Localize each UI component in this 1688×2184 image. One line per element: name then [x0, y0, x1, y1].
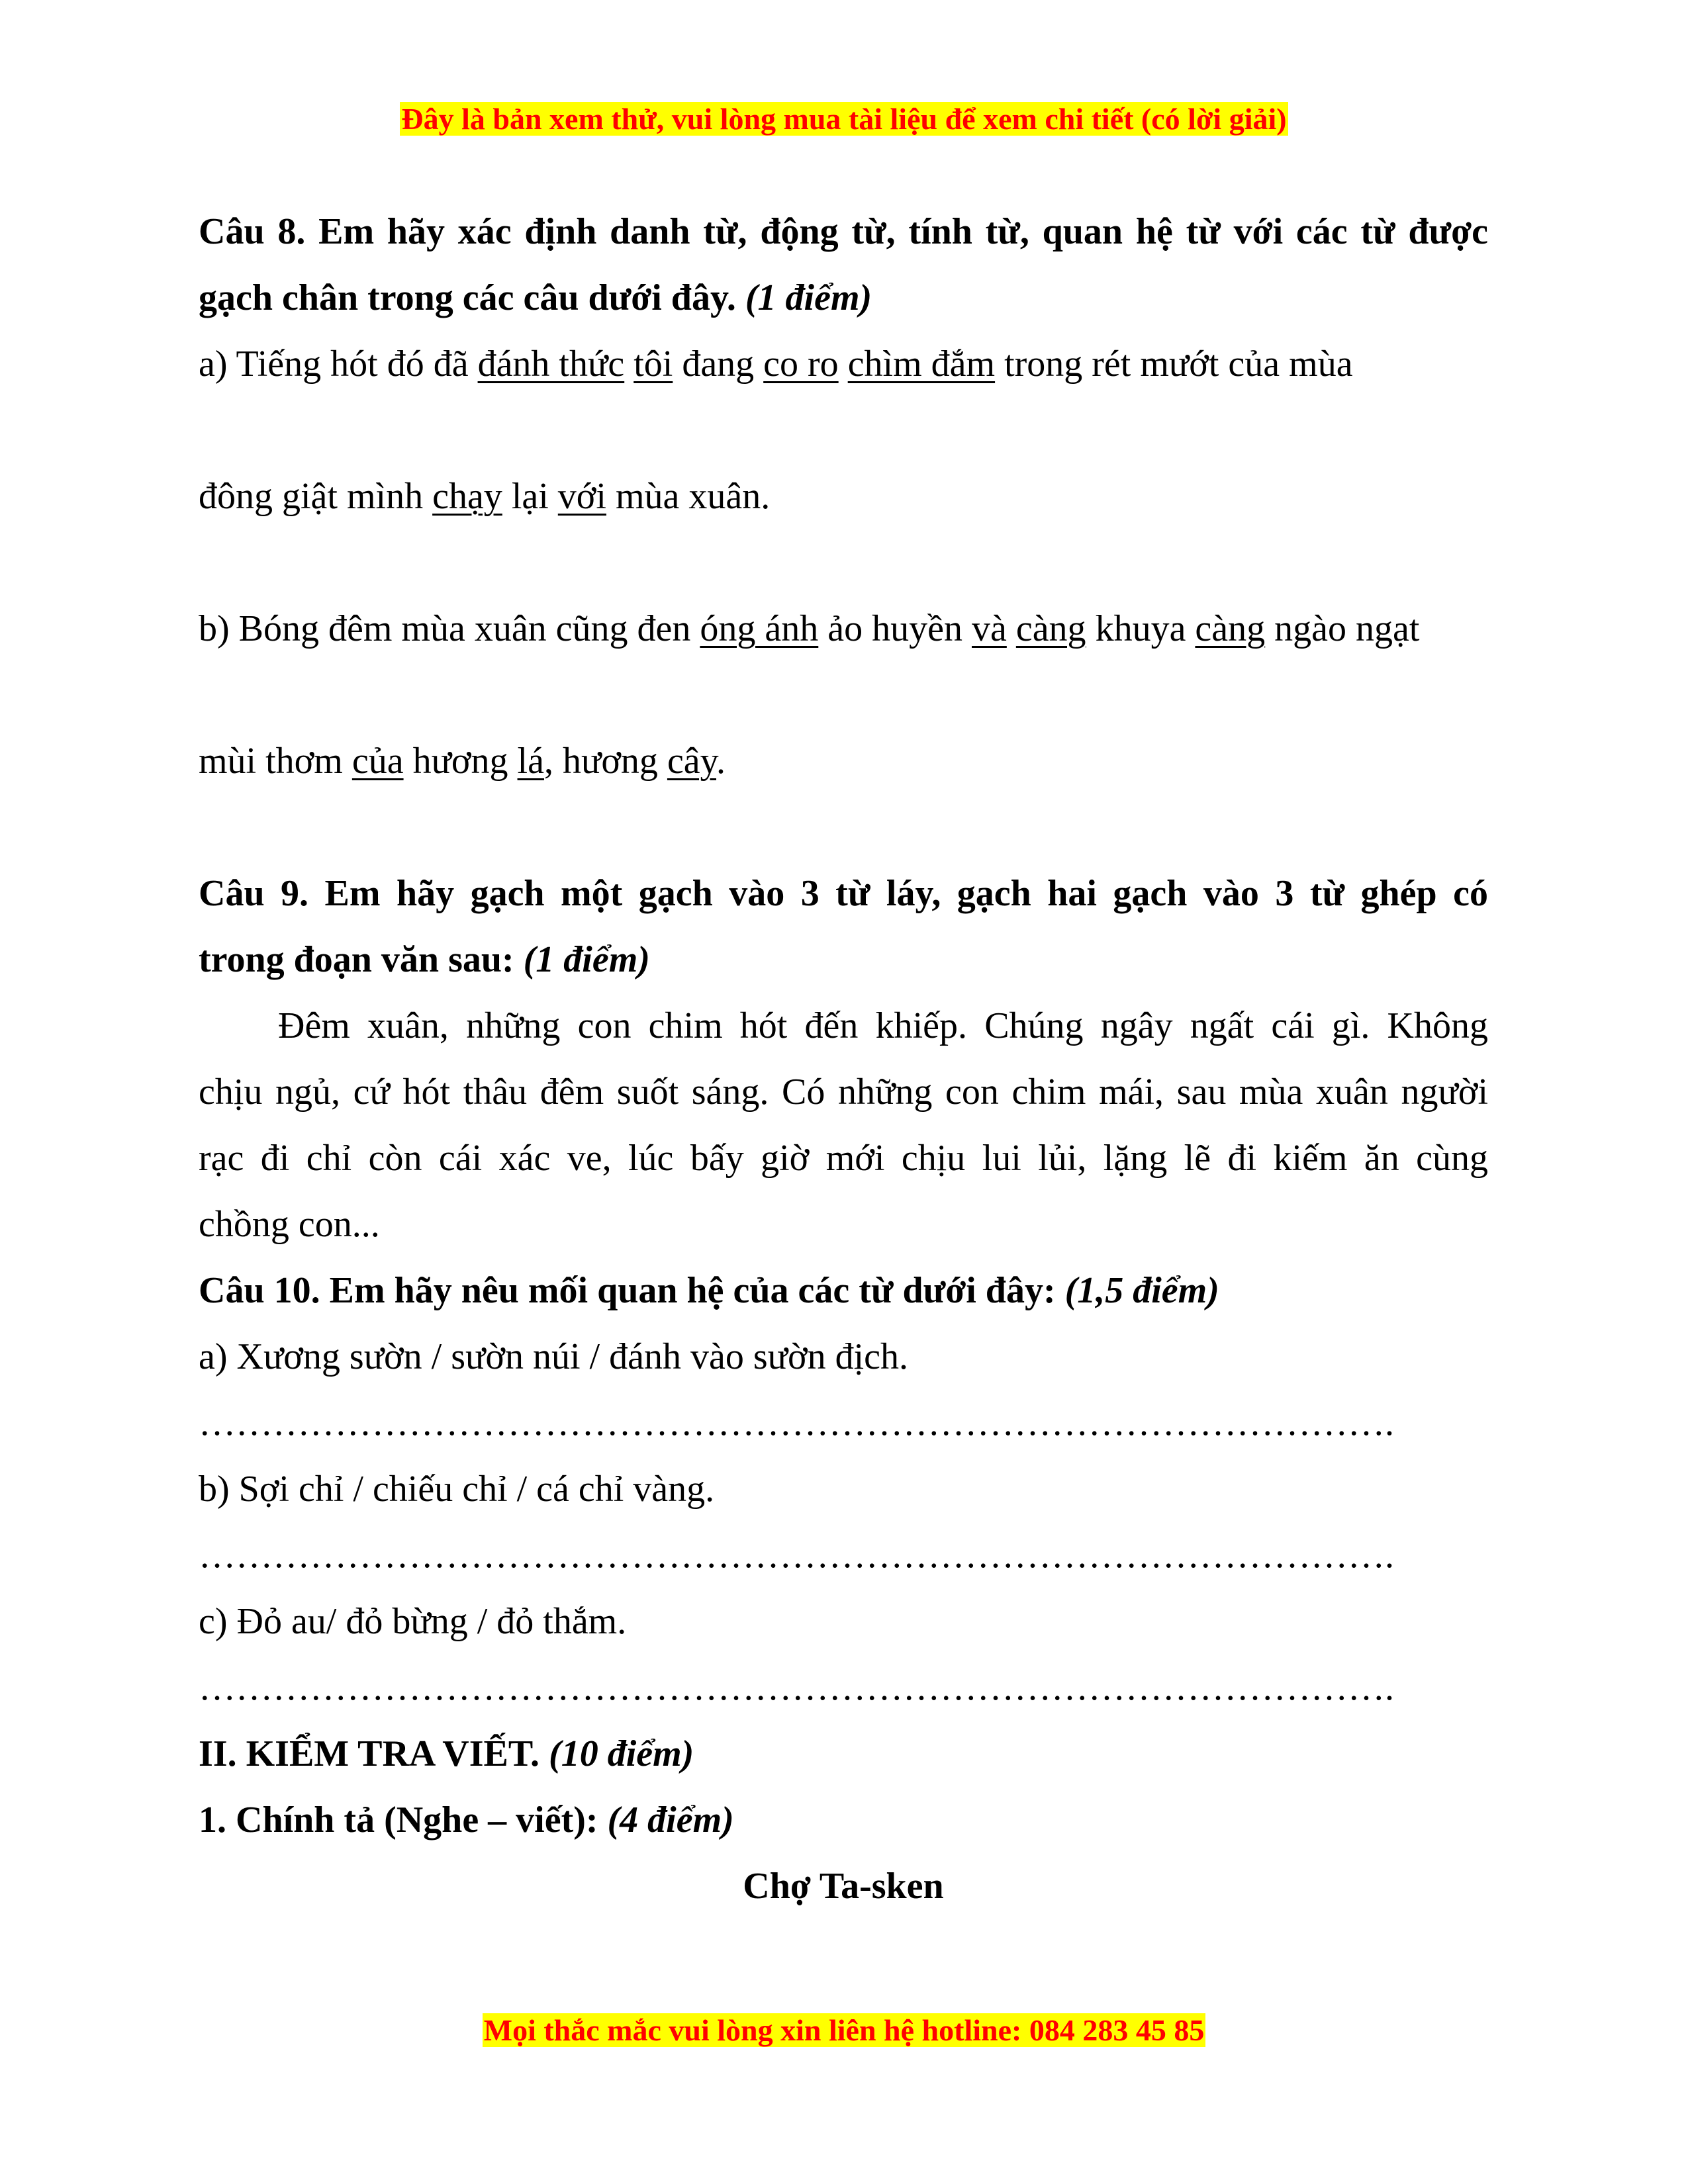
q8-b-line2	[199, 740, 1488, 782]
underlined-word: tôi	[633, 343, 673, 385]
underlined-word: càng	[1015, 608, 1086, 649]
text-segment: khuya	[1086, 608, 1196, 649]
text-segment: ảo huyền	[818, 608, 972, 649]
q9-paragraph-line: Đêm xuân, những con chim hót đến khiếp. Chúng ngây ngất cái gì. Không	[278, 1005, 1488, 1046]
preview-notice-banner	[0, 101, 1688, 138]
section2-title: II. KIỂM TRA VIẾT.	[199, 1733, 549, 1774]
q8-points: (1 điểm)	[745, 277, 872, 318]
underlined-word: chìm đắm	[847, 343, 996, 385]
text-segment: mùa xuân.	[606, 476, 771, 517]
underlined-word: với	[557, 476, 606, 517]
q10-item-a: a) Xương sườn / sườn núi / đánh vào sườn địch.	[199, 1336, 908, 1377]
q9-paragraph-line: chồng con...	[199, 1204, 380, 1245]
q9-paragraph-line: rạc đi chỉ còn cái xác ve, lúc bấy giờ mới chịu lui lủi, lặng lẽ đi kiếm ăn cùng	[199, 1138, 1488, 1179]
underlined-word: của	[352, 741, 404, 782]
q10-answer-line-a[interactable]: …………………………………………………………………………………….	[199, 1402, 1394, 1443]
q10-title	[199, 1269, 1488, 1312]
text-segment: trong rét mướt của mùa	[995, 343, 1353, 385]
text-segment: lại	[502, 476, 558, 517]
q8-title-line1: Câu 8. Em hãy xác định danh từ, động từ, tính từ, quan hệ từ với các từ được	[199, 211, 1488, 252]
text-segment: ngào ngạt	[1265, 608, 1420, 649]
dictation-title: 1. Chính tả (Nghe – viết):	[199, 1799, 608, 1841]
text-segment	[624, 343, 633, 385]
q9-paragraph-line: chịu ngủ, cứ hót thâu đêm suốt sáng. Có những con chim mái, sau mùa xuân người	[199, 1071, 1488, 1113]
q8-a-line2	[199, 475, 1488, 518]
preview-notice-text: Đây là bản xem thử, vui lòng mua tài liệu để xem chi tiết (có lời giải)	[401, 102, 1287, 136]
underlined-word: lá	[517, 741, 544, 782]
section2-points: (10 điểm)	[549, 1733, 694, 1774]
underlined-word: và	[971, 608, 1007, 649]
q9-title-line1: Câu 9. Em hãy gạch một gạch vào 3 từ láy, gạch hai gạch vào 3 từ ghép có	[199, 873, 1488, 914]
q8-b-line1	[199, 608, 1488, 650]
q9-title-text: trong đoạn văn sau:	[199, 939, 524, 980]
text-segment: đang	[673, 343, 764, 385]
text-segment: đông giật mình	[199, 476, 433, 517]
q9-title-line2	[199, 938, 1488, 981]
q8-title-text: gạch chân trong các câu dưới đây.	[199, 277, 745, 318]
underlined-word: chạy	[432, 476, 502, 517]
q10-answer-line-b[interactable]: …………………………………………………………………………………….	[199, 1535, 1394, 1576]
q10-answer-line-c[interactable]: …………………………………………………………………………………….	[199, 1667, 1394, 1708]
passage-title: Chợ Ta-sken	[743, 1866, 944, 1907]
text-segment: b) Bóng đêm mùa xuân cũng đen	[199, 608, 700, 649]
underlined-word: cây	[667, 741, 717, 782]
text-segment: , hương	[543, 741, 667, 782]
dictation-heading	[199, 1799, 1488, 1841]
q10-item-b: b) Sợi chỉ / chiếu chỉ / cá chỉ vàng.	[199, 1469, 715, 1510]
underlined-word: óng ánh	[700, 608, 819, 649]
q9-points: (1 điểm)	[523, 939, 650, 980]
dictation-points: (4 điểm)	[607, 1799, 734, 1841]
q10-points: (1,5 điểm)	[1064, 1270, 1219, 1311]
text-segment: mùi thơm	[199, 741, 352, 782]
underlined-word: càng	[1195, 608, 1266, 649]
text-segment	[1007, 608, 1016, 649]
q10-item-c: c) Đỏ au/ đỏ bừng / đỏ thắm.	[199, 1601, 627, 1642]
q8-a-line1	[199, 343, 1488, 385]
text-segment	[839, 343, 848, 385]
underlined-word: đánh thức	[477, 343, 625, 385]
q8-title-line2	[199, 277, 1488, 319]
hotline-text: Mọi thắc mắc vui lòng xin liên hệ hotline: 084 283 45 85	[483, 2013, 1205, 2047]
section2-heading	[199, 1733, 1488, 1775]
text-segment: .	[716, 741, 726, 782]
text-segment: hương	[403, 741, 518, 782]
hotline-banner	[0, 2012, 1688, 2049]
text-segment: a) Tiếng hót đó đã	[199, 343, 478, 385]
q10-title-text: Câu 10. Em hãy nêu mối quan hệ của các từ dưới đây:	[199, 1270, 1065, 1311]
underlined-word: co ro	[763, 343, 839, 385]
